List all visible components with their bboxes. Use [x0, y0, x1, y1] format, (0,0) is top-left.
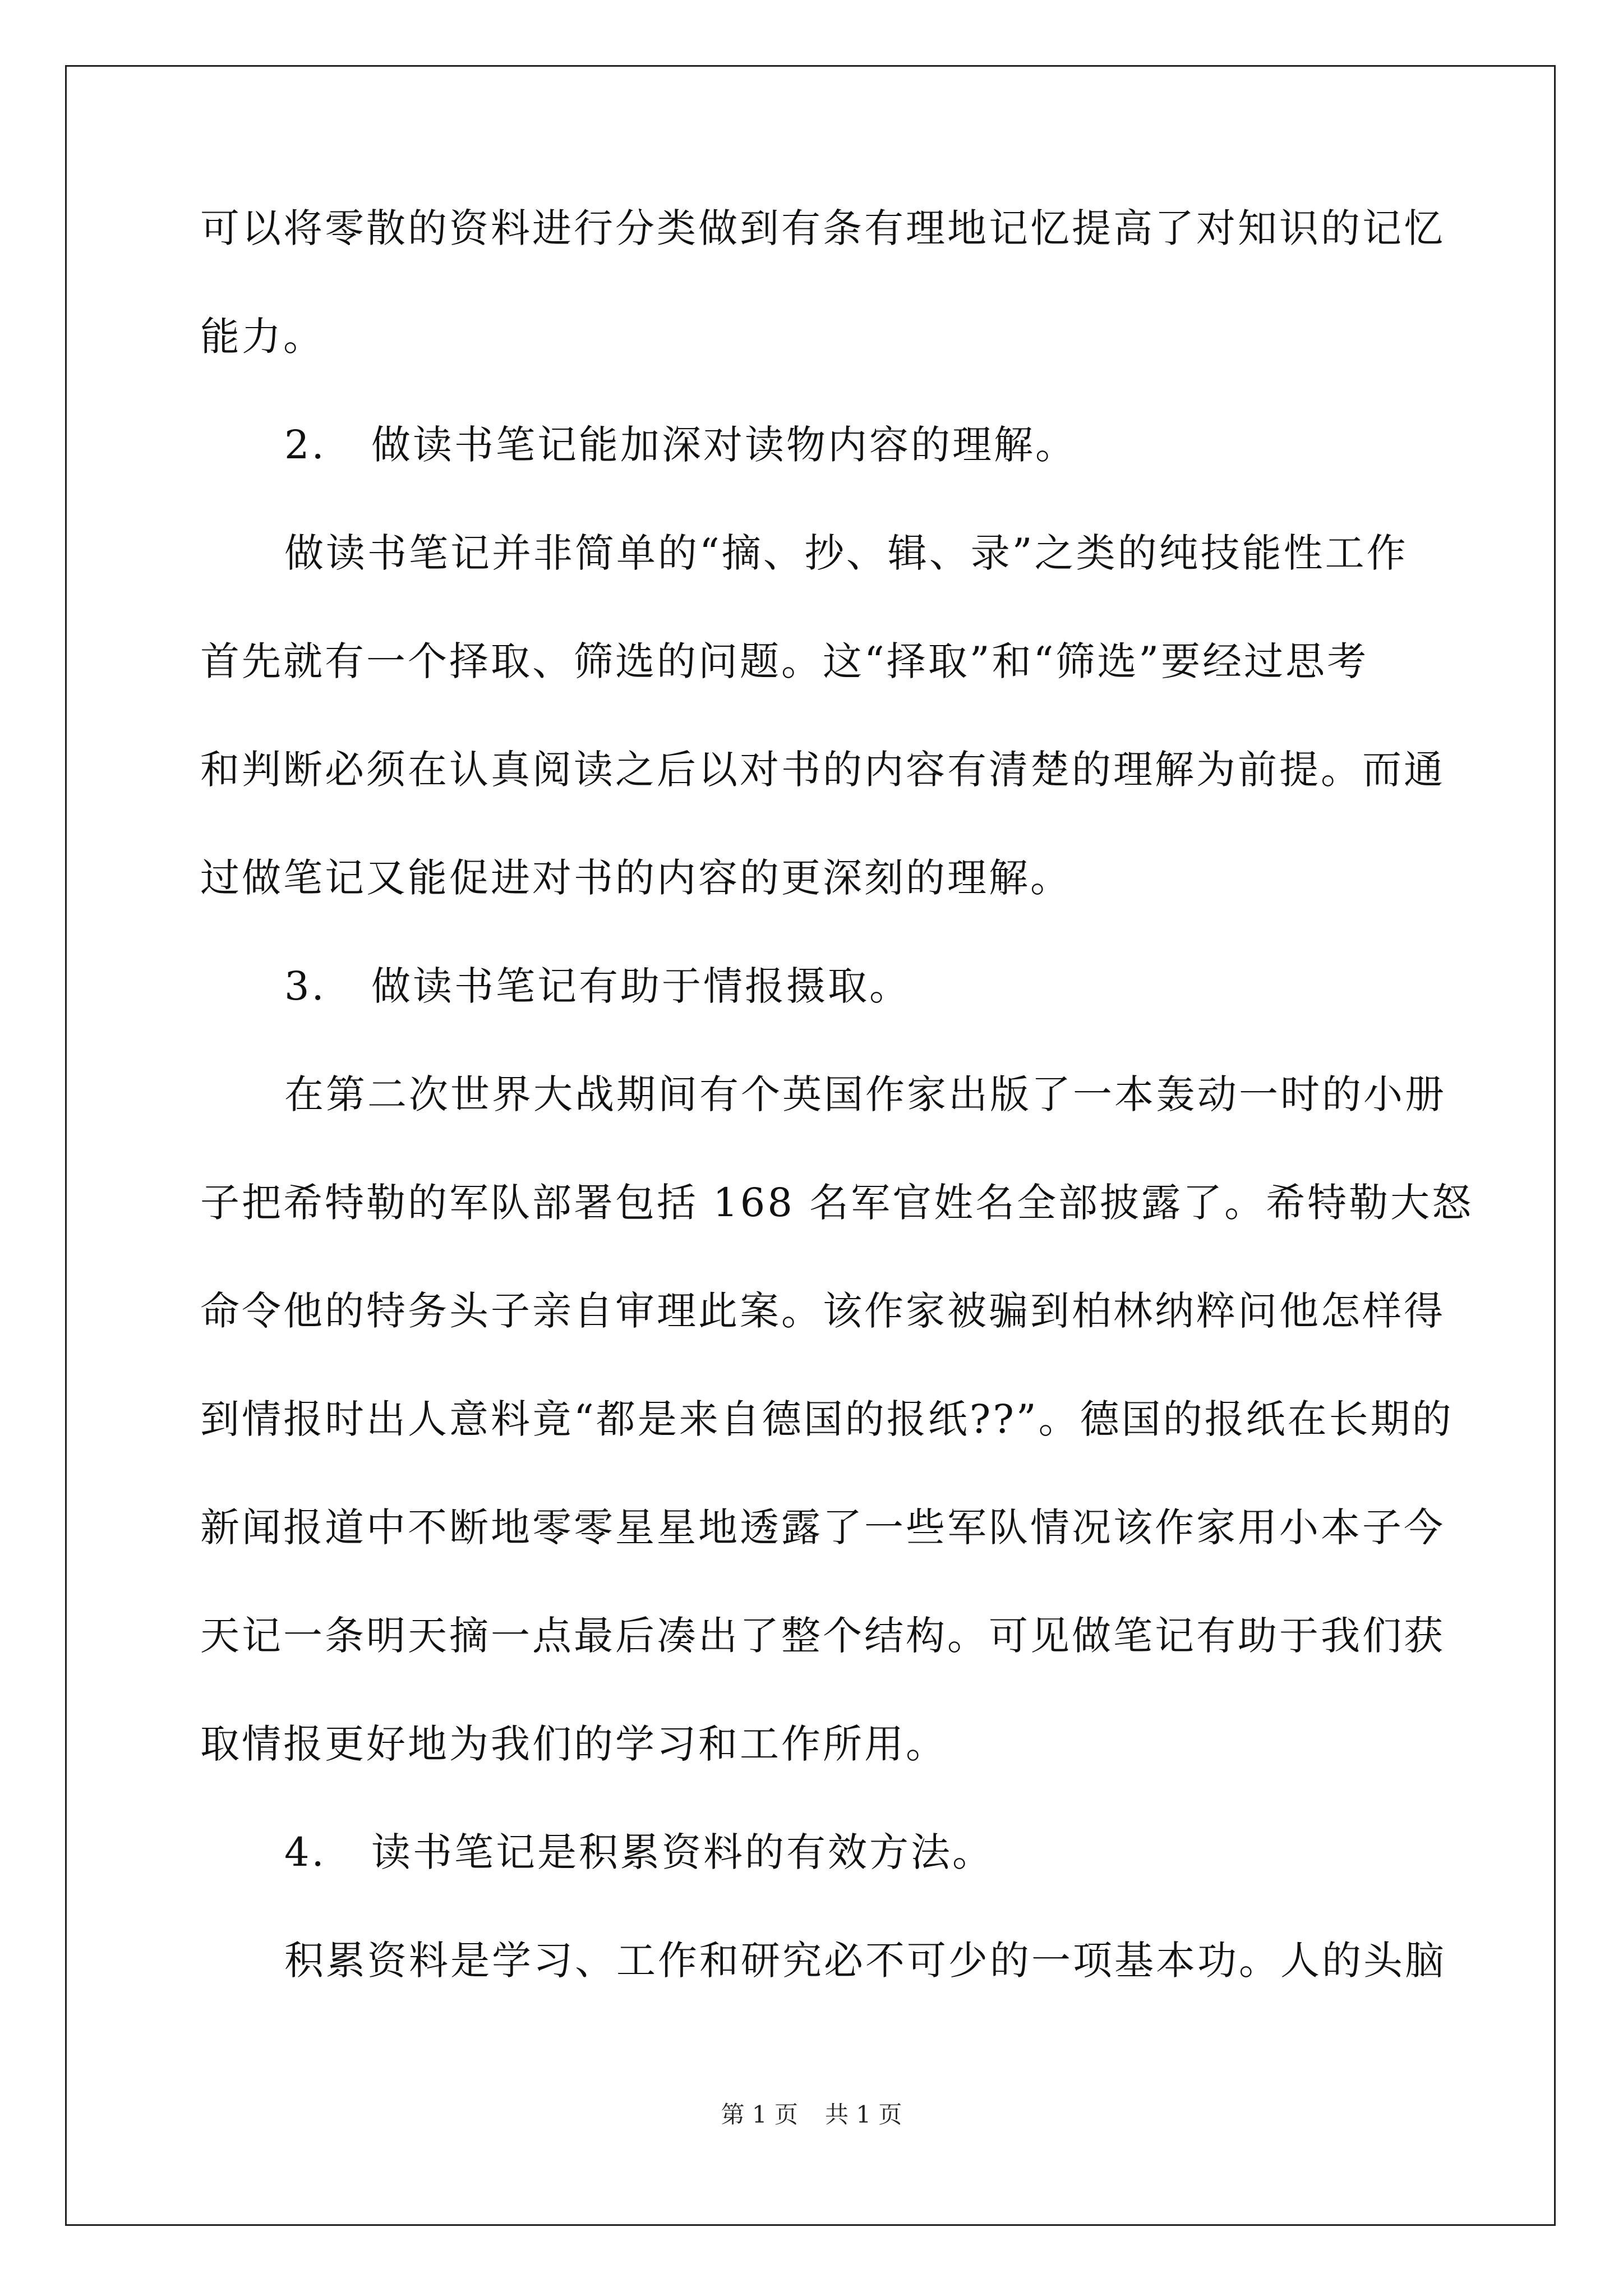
text-line-4: 做读书笔记并非简单的“摘、抄、辑、录”之类的纯技能性工作: [284, 530, 1408, 576]
text-line-2: 能力。: [200, 314, 325, 360]
text-line-11: 命令他的特务头子亲自审理此案。该作家被骗到柏林纳粹问他怎样得: [200, 1288, 1445, 1334]
text-line-10: 子把希特勒的军队部署包括 168 名军官姓名全部披露了。希特勒大怒: [200, 1180, 1474, 1226]
text-line-17: 积累资料是学习、工作和研究必不可少的一项基本功。人的头脑: [284, 1938, 1446, 1984]
section-heading-4: [200, 1826, 1428, 1879]
section-heading-text: 做读书笔记有助于情报摄取。: [371, 963, 911, 1009]
text-line-13: 新闻报道中不断地零零星星地透露了一些军队情况该作家用小本子今: [200, 1504, 1445, 1550]
section-number: 4.: [284, 1829, 326, 1875]
page-number: 第 1 页: [721, 2101, 798, 2128]
document-body: [200, 202, 1474, 2042]
text-line-1: 可以将零散的资料进行分类做到有条有理地记忆提高了对知识的记忆: [200, 205, 1445, 251]
text-line-9: 在第二次世界大战期间有个英国作家出版了一本轰动一时的小册: [284, 1071, 1446, 1117]
text-line-5: 首先就有一个择取、筛选的问题。这“择取”和“筛选”要经过思考: [200, 638, 1369, 684]
page-footer: [0, 2099, 1623, 2131]
section-number: 2.: [284, 422, 326, 468]
section-heading-text: 读书笔记是积累资料的有效方法。: [371, 1829, 994, 1875]
text-line-15: 取情报更好地为我们的学习和工作所用。: [200, 1721, 947, 1767]
section-heading-2: [200, 418, 1428, 471]
page-total: 共 1 页: [825, 2101, 902, 2128]
text-line-7: 过做笔记又能促进对书的内容的更深刻的理解。: [200, 855, 1072, 901]
section-heading-text: 做读书笔记能加深对读物内容的理解。: [371, 422, 1077, 468]
text-line-12: 到情报时出人意料竟“都是来自德国的报纸??”。德国的报纸在长期的: [200, 1396, 1454, 1442]
text-line-6: 和判断必须在认真阅读之后以对书的内容有清楚的理解为前提。而通: [200, 747, 1445, 793]
section-number: 3.: [284, 963, 326, 1009]
section-heading-3: [200, 960, 1428, 1013]
text-line-14: 天记一条明天摘一点最后凑出了整个结构。可见做笔记有助于我们获: [200, 1613, 1445, 1659]
